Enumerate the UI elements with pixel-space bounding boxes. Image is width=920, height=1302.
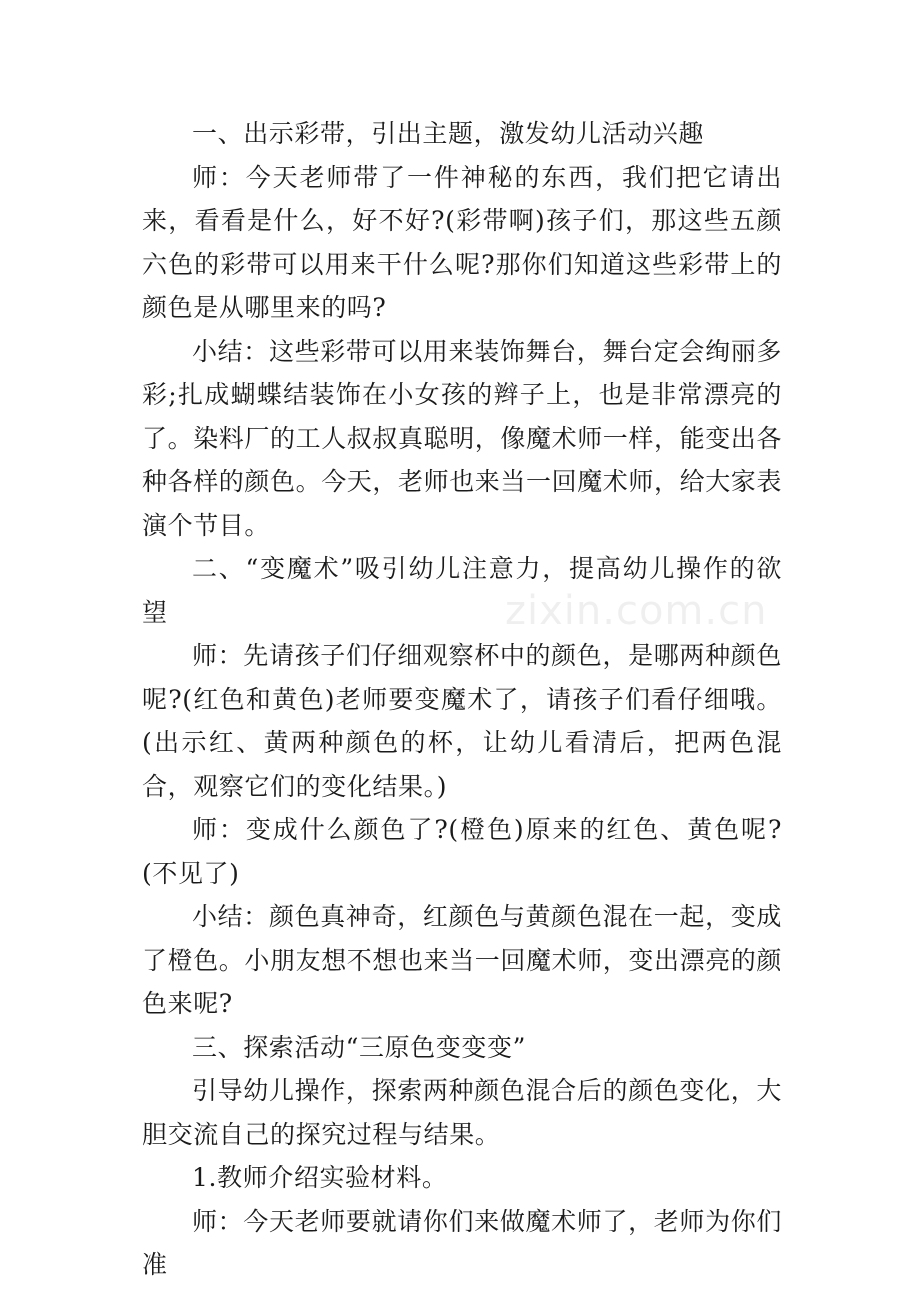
paragraph: 师：变成什么颜色了?(橙色)原来的红色、黄色呢?(不见了) bbox=[142, 815, 782, 888]
section-heading-1: 一、出示彩带，引出主题，激发幼儿活动兴趣 bbox=[192, 119, 705, 148]
section-heading-3: 三、探索活动“三原色变变变” bbox=[192, 1032, 526, 1062]
watermark: zixin.com.cn bbox=[505, 588, 768, 634]
list-item: 1.教师介绍实验材料。 bbox=[192, 1163, 448, 1192]
paragraph: 师：先请孩子们仔细观察杯中的颜色，是哪两种颜色呢?(红色和黄色)老师要变魔术了，请孩子们看仔细哦。(出示红、黄两种颜色的杯，让幼儿看清后，把两色混合，观察它们的变化结果。) bbox=[142, 641, 782, 801]
paragraph: 师：今天老师要就请你们来做魔术师了，老师为你们准 bbox=[142, 1206, 782, 1279]
summary-paragraph: 小结：这些彩带可以用来装饰舞台，舞台定会绚丽多彩;扎成蝴蝶结装饰在小女孩的辫子上，也是非常漂亮的了。染料厂的工人叔叔真聪明，像魔术师一样，能变出各种各样的颜色。今天，老师也来当一回魔术师，给大家表演个节目。 bbox=[142, 336, 783, 540]
summary-paragraph: 小结：颜色真神奇，红颜色与黄颜色混在一起，变成了橙色。小朋友想不想也来当一回魔术师，变出漂亮的颜色来呢? bbox=[142, 902, 783, 1018]
section-heading-2: 二、“变魔术”吸引幼儿注意力，提高幼儿操作的欲 望 bbox=[142, 554, 782, 627]
paragraph: 师：今天老师带了一件神秘的东西，我们把它请出来，看看是什么，好不好?(彩带啊)孩子们，那这些五颜六色的彩带可以用来干什么呢?那你们知道这些彩带上的颜色是从哪里来的吗? bbox=[142, 162, 782, 322]
paragraph: 引导幼儿操作，探索两种颜色混合后的颜色变化，大胆交流自己的探究过程与结果。 bbox=[142, 1076, 782, 1149]
document-body bbox=[142, 112, 782, 1287]
